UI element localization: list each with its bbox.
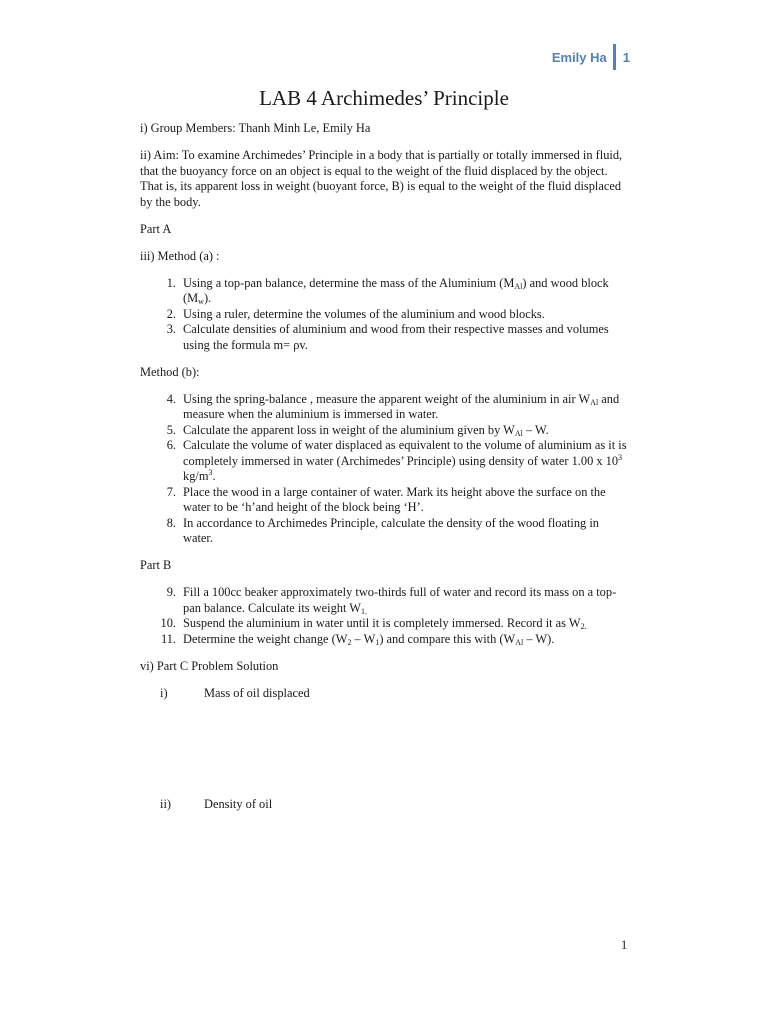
- list-item-text: Place the wood in a large container of water. Mark its height above the surface on the water to be ‘h’and height of the block being ‘H’.: [183, 484, 606, 514]
- list-item-text: [176, 438, 630, 485]
- list-item-text: Calculate densities of aluminium and wood from their respective masses and volumes using the formula m= ρv.: [183, 322, 609, 352]
- footer-page-number: 1: [621, 938, 628, 952]
- step-text: Using a top-pan balance, determine the mass of the Aluminium (M: [183, 275, 515, 290]
- step-text: Determine the weight change (W: [183, 631, 348, 646]
- step-text: – W: [351, 631, 376, 646]
- list-item: [140, 585, 630, 616]
- list-item-number: 6.: [166, 438, 176, 452]
- problem-text: Mass of oil displaced: [204, 685, 310, 700]
- page-header: [552, 44, 630, 70]
- list-item-text: [176, 423, 630, 439]
- list-item-number: 4.: [166, 391, 176, 406]
- header-author: Emily Ha: [551, 49, 607, 65]
- header-page-number: 1: [622, 49, 630, 65]
- method-a-heading: iii) Method (a) :: [140, 248, 220, 263]
- list-item-text: Using a ruler, determine the volumes of the aluminium and wood blocks.: [183, 306, 545, 321]
- list-item-text: [176, 585, 630, 616]
- list-item-text: [176, 392, 630, 423]
- list-item: [140, 276, 630, 307]
- problem-item: [160, 686, 630, 702]
- list-item-text: [176, 616, 630, 632]
- part-a-heading: Part A: [140, 221, 172, 236]
- method-b-heading: Method (b):: [140, 364, 200, 379]
- step-text: ) and compare this with (W: [379, 631, 516, 646]
- document-body: [140, 121, 630, 813]
- list-item-number: 9.: [166, 585, 176, 599]
- superscript: 3: [618, 452, 623, 462]
- step-text: Calculate the apparent loss in weight of the aluminium given by W: [183, 422, 515, 437]
- list-item: [140, 438, 630, 485]
- method-b-list: [140, 392, 630, 547]
- step-text: .: [212, 469, 216, 483]
- list-item: [140, 485, 630, 516]
- list-item: [140, 616, 630, 632]
- list-item-number: 3.: [166, 322, 176, 336]
- subscript: 1.: [361, 606, 367, 616]
- step-text: Fill a 100cc beaker approximately two-thirds full of water and record its mass on a top-pan balance. Calculate its weight W: [183, 585, 617, 615]
- list-item: [140, 516, 630, 547]
- step-text: – W.: [522, 422, 549, 437]
- superscript: 3: [208, 467, 213, 477]
- subscript: Al: [590, 397, 599, 407]
- list-item-number: 11.: [160, 631, 176, 646]
- list-item-number: 10.: [160, 616, 176, 630]
- subscript: 1: [375, 637, 380, 647]
- subscript: Al: [514, 281, 523, 291]
- problem-text: Density of oil: [204, 797, 273, 811]
- problem-item: [160, 797, 630, 813]
- list-item: [140, 307, 630, 323]
- part-b-heading: Part B: [140, 558, 172, 572]
- subscript: Al: [514, 428, 523, 438]
- document-title: LAB 4 Archimedes’ Principle: [259, 86, 509, 110]
- method-a-list: [140, 276, 630, 354]
- header-divider: [613, 44, 616, 70]
- list-item: [140, 392, 630, 423]
- step-text: and measure when the aluminium is immersed in water.: [183, 391, 620, 421]
- list-item-number: 2.: [166, 306, 176, 321]
- step-text: kg/m: [183, 469, 209, 483]
- problem-numeral: ii): [160, 797, 172, 811]
- list-item: [140, 423, 630, 439]
- list-item-number: 7.: [166, 484, 176, 499]
- step-text: Using the spring-balance , measure the apparent weight of the aluminium in air W: [183, 391, 591, 406]
- list-item-number: 5.: [166, 422, 176, 437]
- subscript: w: [198, 297, 204, 306]
- group-members: i) Group Members: Thanh Minh Le, Emily Ha: [140, 121, 371, 135]
- part-b-list: [140, 585, 630, 647]
- list-item-text: [176, 632, 630, 648]
- subscript: Al: [515, 637, 524, 647]
- list-item-number: 8.: [166, 515, 176, 530]
- step-text: ).: [203, 291, 212, 305]
- subscript: 2: [347, 637, 352, 647]
- list-item: [140, 322, 630, 353]
- problem-numeral: i): [160, 685, 168, 700]
- step-text: Suspend the aluminium in water until it is completely immersed. Record it as W: [183, 616, 581, 630]
- part-c-heading: vi) Part C Problem Solution: [140, 658, 279, 673]
- step-text: ) and wood block (M: [183, 275, 609, 305]
- step-text: – W).: [523, 631, 555, 646]
- list-item-text: [176, 276, 630, 307]
- aim-paragraph: ii) Aim: To examine Archimedes’ Principle in a body that is partially or totally immersed in fluid, that the buoyancy force on an object is equal to the weight of the fluid displaced by the object. That is, its apparent loss in weight (buoyant force, B) is equal to the weight of the fluid displaced by the body.: [140, 148, 623, 209]
- list-item-number: 1.: [166, 275, 176, 290]
- list-item-text: In accordance to Archimedes Principle, calculate the density of the wood floating in water.: [183, 515, 599, 545]
- step-text: Calculate the volume of water displaced as equivalent to the volume of aluminium as it is completely immersed in water (Archimedes’ Principle) using density of water 1.00 x 10: [183, 438, 627, 468]
- subscript: 2.: [580, 622, 587, 631]
- list-item: [140, 632, 630, 648]
